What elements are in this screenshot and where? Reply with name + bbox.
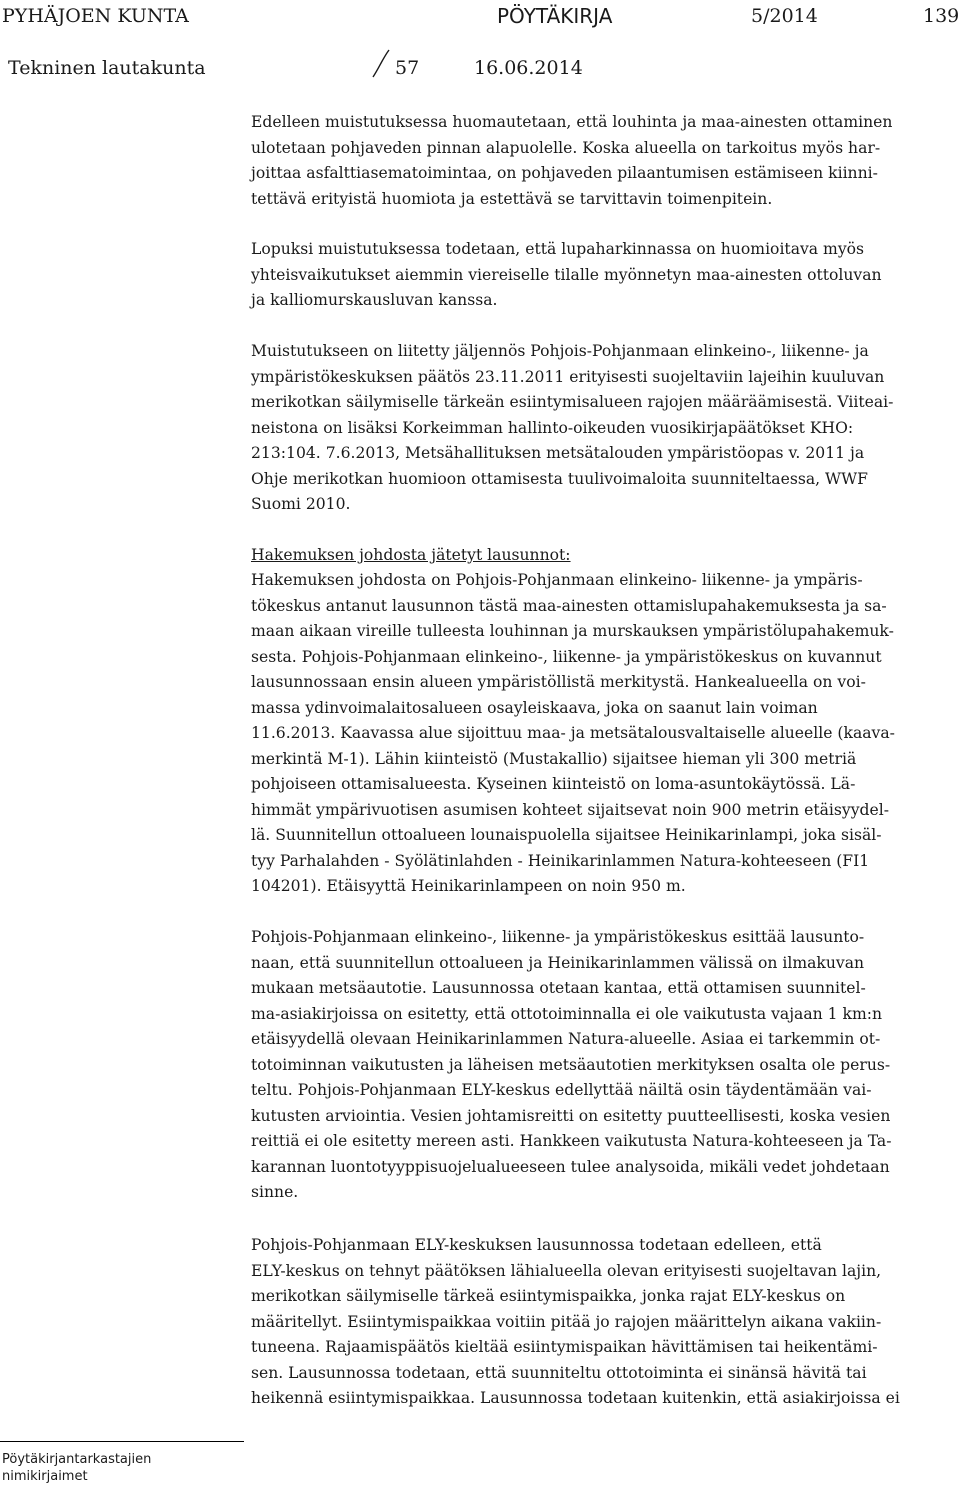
page-number: 139	[923, 5, 960, 27]
paragraph-3	[251, 339, 960, 518]
text-line: sesta. Pohjois-Pohjanmaan elinkeino-, liikenne- ja ympäristökeskus on kuvannut	[251, 647, 882, 666]
paragraph-5	[251, 925, 960, 1206]
text-line: pohjoiseen ottamisalueesta. Kyseinen kiinteistö on loma-asuntokäytössä. Lä-	[251, 775, 856, 793]
text-line: ulotetaan pohjaveden pinnan alapuolelle. Koska alueella on tarkoitus myös har-	[251, 138, 881, 157]
text-line: totoiminnan vaikutusten ja läheisen metsäautotien merkityksen osalta ole perus-	[251, 1055, 891, 1074]
text-line: merikotkan säilymiselle tärkeä esiintymispaikka, jonka rajat ELY-keskus on	[251, 1287, 846, 1305]
text-line: Pohjois-Pohjanmaan ELY-keskuksen lausunnossa todetaan edelleen, että	[251, 1236, 822, 1254]
text-line: maan aikaan vireille tulleesta louhinnan ja murskauksen ympäristölupahakemuk-	[251, 622, 894, 640]
text-line: neistona on lisäksi Korkeimman hallinto-oikeuden vuosikirjapäätökset KHO:	[251, 418, 854, 437]
text-line: Lopuksi muistutuksessa todetaan, että lupaharkinnassa on huomioitava myös	[251, 240, 865, 258]
text-line: lä. Suunnitellun ottoalueen lounaispuolella sijaitsee Heinikarinlampi, joka sisäl-	[251, 826, 882, 844]
text-line: tettävä erityistä huomiota ja estettävä se tarvittavin toimenpitein.	[251, 189, 773, 208]
text-line: sen. Lausunnossa todetaan, että suunniteltu ottotoiminta ei sinänsä hävitä tai	[251, 1363, 867, 1382]
text-line: 213:104. 7.6.2013, Metsähallituksen metsätalouden ympäristöopas v. 2011 ja	[251, 444, 865, 462]
text-line: 11.6.2013. Kaavassa alue sijoittuu maa- ja metsätalousvaltaiselle alueelle (kaava-	[251, 724, 895, 742]
text-line: merikotkan säilymiselle tärkeän esiintymisalueen rajojen määräämisestä. Viiteai-	[251, 393, 894, 411]
text-line: 104201). Etäisyyttä Heinikarinlampeen on noin 950 m.	[251, 877, 686, 895]
meeting-date: 16.06.2014	[474, 57, 583, 79]
text-line: yhteisvaikutukset aiemmin viereiselle tilalle myönnetyn maa-ainesten ottoluvan	[251, 265, 882, 284]
document-type: PÖYTÄKIRJA	[497, 4, 613, 28]
text-line: heikennä esiintymispaikkaa. Lausunnossa todetaan kuitenkin, että asiakirjoissa ei	[251, 1389, 900, 1407]
text-line: merkintä M-1). Lähin kiinteistö (Mustakallio) sijaitsee hieman yli 300 metriä	[251, 749, 857, 768]
text-line: ma-asiakirjoissa on esitetty, että ottotoiminnalla ei ole vaikutusta vajaan 1 km:n	[251, 1004, 883, 1023]
text-line: etäisyydellä olevaan Heinikarinlammen Natura-alueelle. Asiaa ei tarkemmin ot-	[251, 1030, 881, 1048]
footer-label: nimikirjaimet	[2, 1469, 88, 1484]
text-line: himmät ympärivuotisen asumisen kohteet sijaitsevat noin 900 metrin etäisyydel-	[251, 800, 890, 819]
text-line: tökeskus antanut lausunnon tästä maa-ainesten ottamislupahakemuksesta ja sa-	[251, 596, 887, 615]
issue-number: 5/2014	[751, 5, 818, 27]
footer-divider	[0, 1441, 244, 1442]
text-line: joittaa asfalttiasematoimintaa, on pohjaveden pilaantumisen estämiseen kiinni-	[251, 164, 878, 182]
text-line: mukaan metsäautotie. Lausunnossa otetaan kantaa, että ottamisen suunnitel-	[251, 979, 866, 997]
text-line: tyy Parhalahden - Syölätinlahden - Heinikarinlammen Natura-kohteeseen (FI1	[251, 851, 870, 870]
text-line: Hakemuksen johdosta on Pohjois-Pohjanmaan elinkeino- liikenne- ja ympäris-	[251, 571, 863, 589]
text-line: Suomi 2010.	[251, 495, 351, 513]
text-line: Edelleen muistutuksessa huomautetaan, että louhinta ja maa-ainesten ottaminen	[251, 113, 893, 131]
footer-label: Pöytäkirjantarkastajien	[2, 1452, 152, 1467]
section-heading: Hakemuksen johdosta jätetyt lausunnot:	[251, 546, 571, 564]
text-line: kutusten arviointia. Vesien johtamisreitti on esitetty puutteellisesti, koska vesien	[251, 1106, 891, 1125]
board-name: Tekninen lautakunta	[8, 57, 206, 79]
text-line: Muistutukseen on liitetty jäljennös Pohjois-Pohjanmaan elinkeino-, liikenne- ja	[251, 342, 869, 360]
text-line: sinne.	[251, 1183, 299, 1201]
text-line: massa ydinvoimalaitosalueen osayleiskaava, joka on saanut lain voiman	[251, 698, 818, 717]
text-line: Pohjois-Pohjanmaan elinkeino-, liikenne- ja ympäristökeskus esittää lausunto-	[251, 928, 865, 946]
paragraph-2	[251, 237, 960, 314]
text-line: ja kalliomurskausluvan kanssa.	[251, 291, 498, 309]
section-number: 57	[395, 57, 420, 79]
paragraph-6	[251, 1233, 960, 1412]
text-line: ympäristökeskuksen päätös 23.11.2011 erityisesti suojeltaviin lajeihin kuuluvan	[251, 367, 885, 386]
paragraph-4	[251, 568, 960, 900]
text-line: lausunnossaan ensin alueen ympäristöllistä merkitystä. Hankealueella on voi-	[251, 673, 866, 691]
section-mark-icon	[371, 48, 391, 78]
paragraph-1	[251, 110, 960, 212]
text-line: tuneena. Rajaamispäätös kieltää esiintymispaikan hävittämisen tai heikentämi-	[251, 1338, 878, 1356]
text-line: reittiä ei ole esitetty mereen asti. Hankkeen vaikutusta Natura-kohteeseen ja Ta-	[251, 1132, 892, 1150]
text-line: teltu. Pohjois-Pohjanmaan ELY-keskus edellyttää näiltä osin täydentämään vai-	[251, 1081, 872, 1099]
text-line: Ohje merikotkan huomioon ottamisesta tuulivoimaloita suunniteltaessa, WWF	[251, 469, 868, 488]
text-line: ELY-keskus on tehnyt päätöksen lähialueella olevan erityisesti suojeltavan lajin,	[251, 1261, 882, 1280]
text-line: määritellyt. Esiintymispaikkaa voitiin pitää jo rajojen määrittelyn aikana vakiin-	[251, 1312, 882, 1331]
text-line: karannan luontotyyppisuojelualueeseen tulee analysoida, mikäli vedet johdetaan	[251, 1157, 890, 1176]
municipality-name: PYHÄJOEN KUNTA	[2, 5, 189, 27]
text-line: naan, että suunnitellun ottoalueen ja Heinikarinlammen välissä on ilmakuvan	[251, 953, 865, 972]
